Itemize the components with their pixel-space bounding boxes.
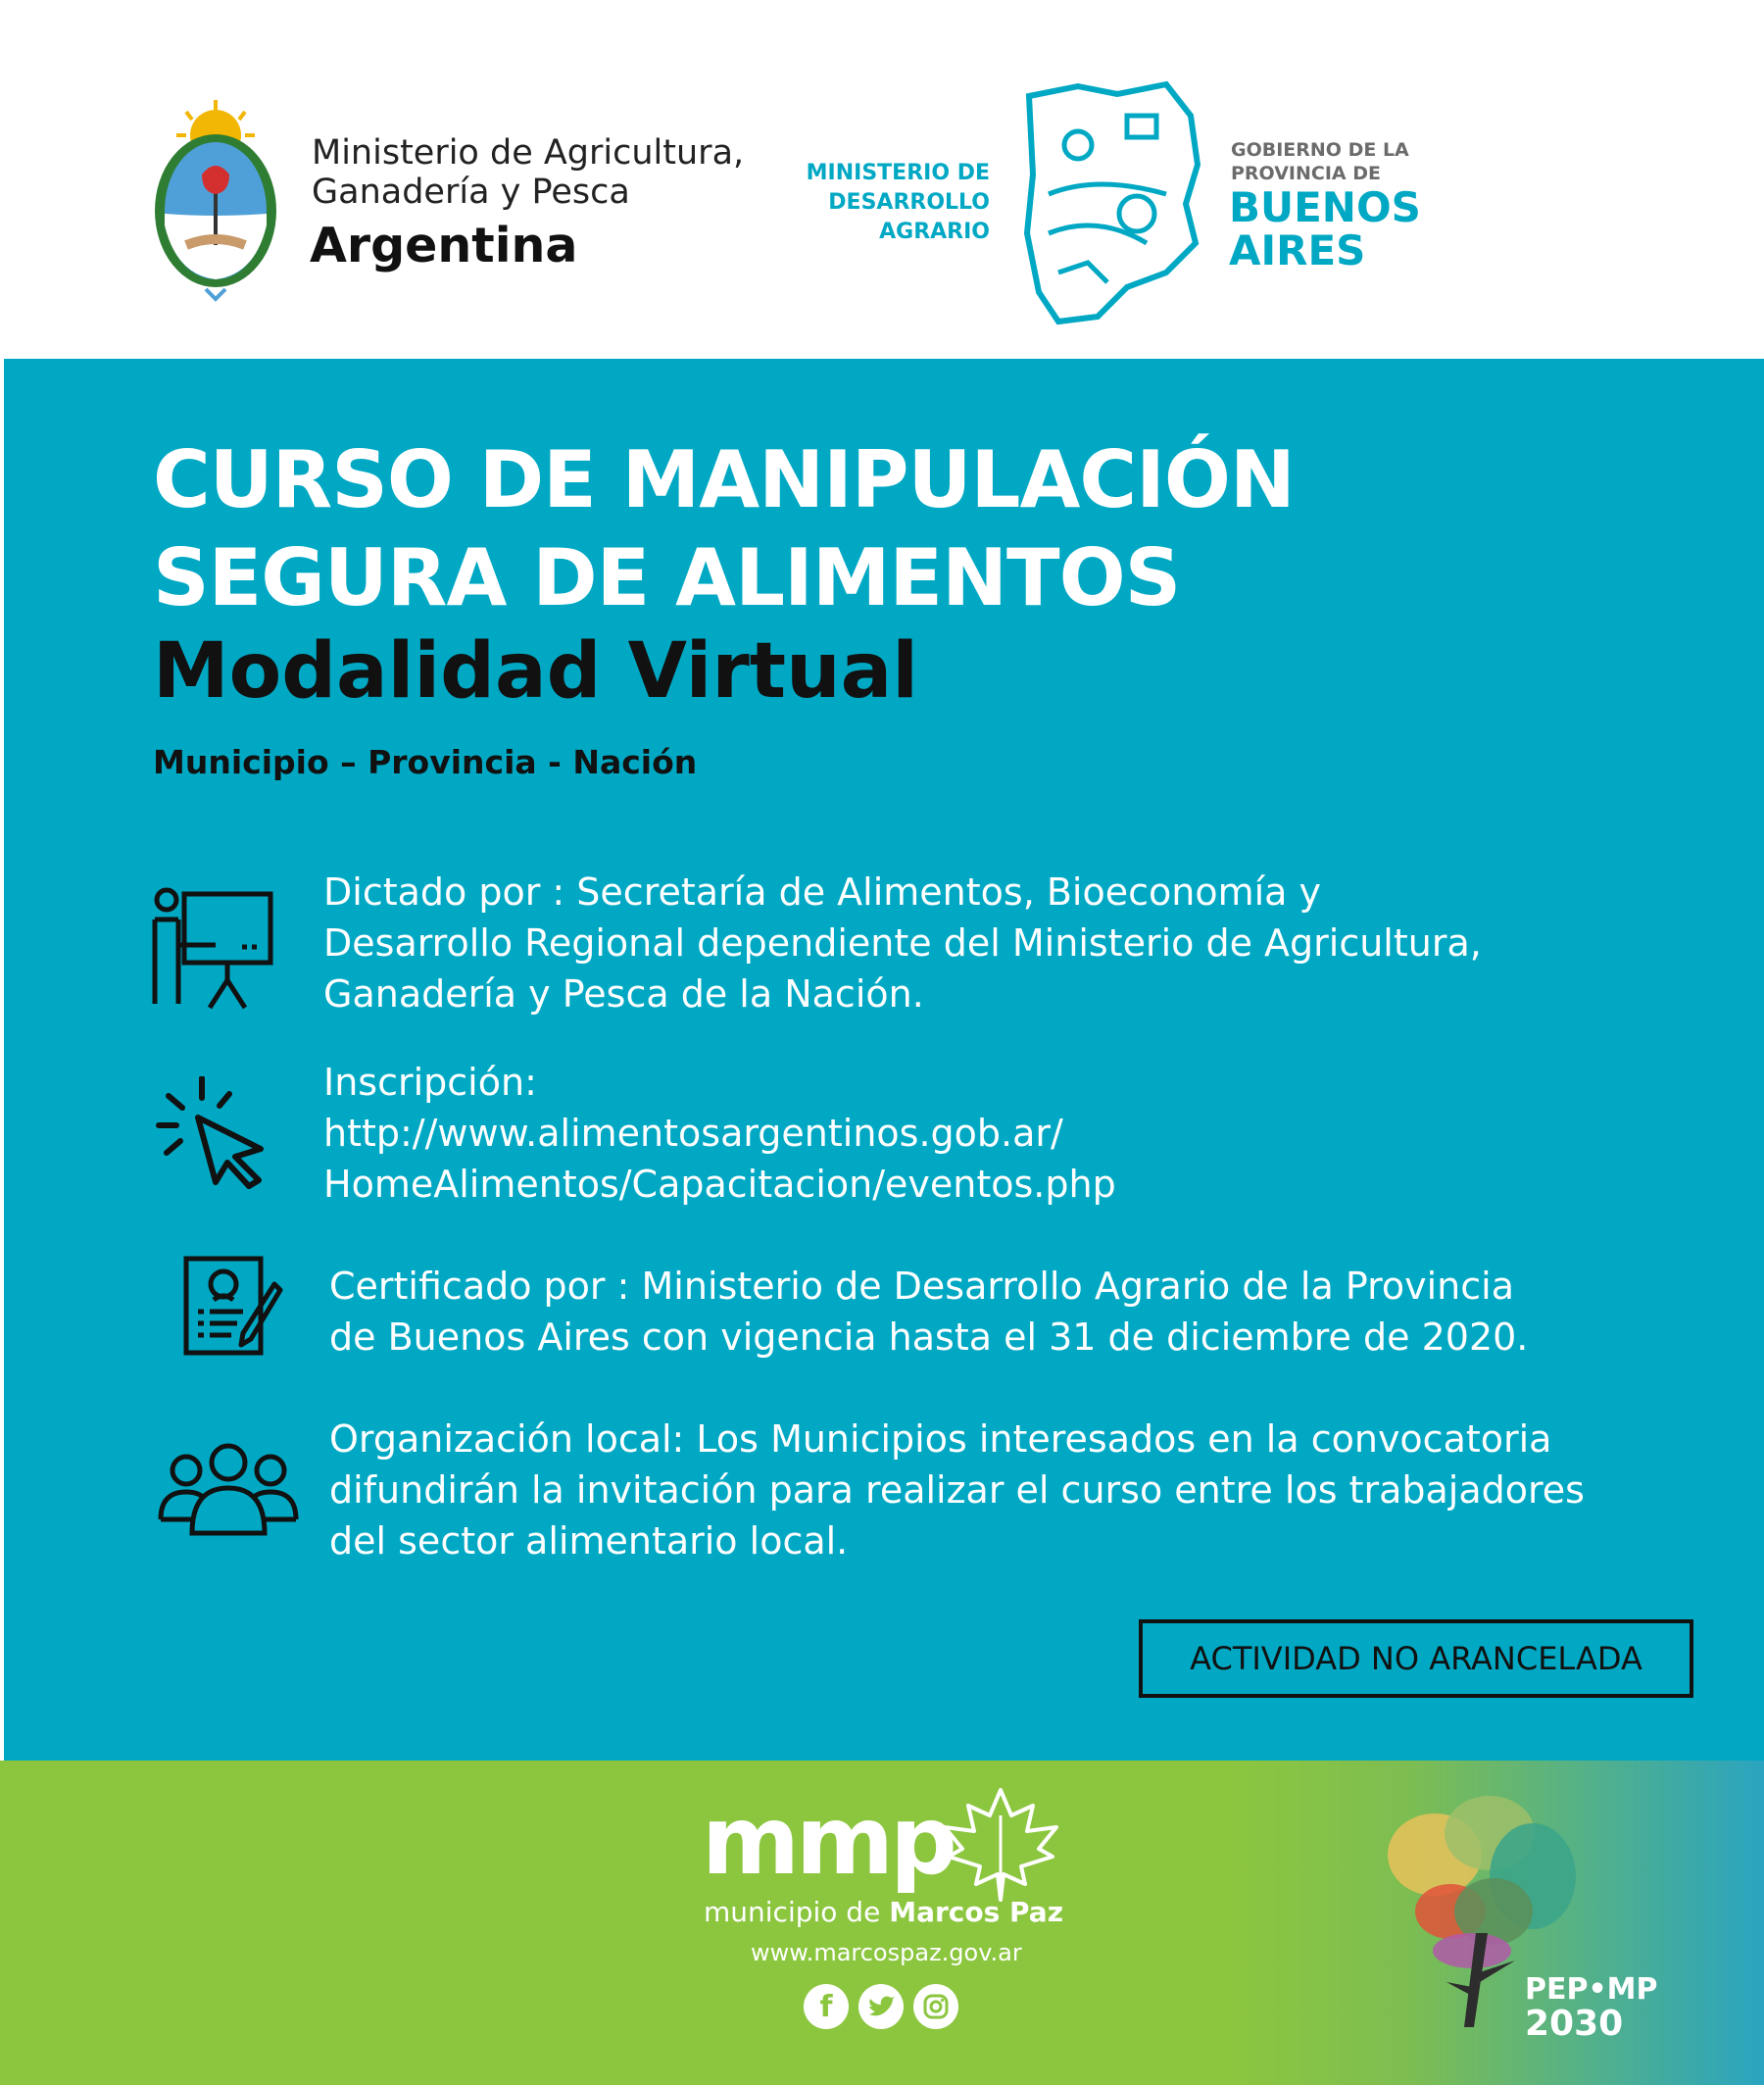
taught-by-text	[323, 867, 1482, 1019]
taught-by-line3: Ganadería y Pesca de la Nación.	[323, 972, 924, 1016]
registration-label: Inscripción:	[323, 1061, 537, 1104]
local-organization-line3: del sector alimentario local.	[329, 1519, 849, 1563]
ministry-name-line2: Ganadería y Pesca	[312, 173, 630, 212]
municipio-url[interactable]: www.marcospaz.gov.ar	[751, 1939, 1022, 1966]
registration-text	[323, 1057, 1116, 1210]
course-title-line1: CURSO DE MANIPULACIÓN	[153, 434, 1295, 525]
free-activity-badge: ACTIVIDAD NO ARANCELADA	[1139, 1619, 1693, 1698]
mda-line2: DESARROLLO	[828, 190, 990, 215]
local-organization-line1: Organización local: Los Municipios interesados en la convocatoria	[329, 1417, 1552, 1461]
certified-by-line1: Certificado por : Ministerio de Desarrollo Agrario de la Provincia	[329, 1265, 1515, 1308]
gob-line1: GOBIERNO DE LA	[1231, 139, 1409, 161]
local-organization-line2: difundirán la invitación para realizar el curso entre los trabajadores	[329, 1468, 1585, 1512]
ministry-name-line1: Ministerio de Agricultura,	[312, 133, 745, 173]
instagram-icon[interactable]	[913, 1984, 958, 2029]
registration-url-line2[interactable]: HomeAlimentos/Capacitacion/eventos.php	[323, 1163, 1116, 1206]
maple-leaf-icon	[939, 1786, 1062, 1904]
modality-subtitle: Modalidad Virtual	[153, 627, 918, 716]
taught-by-line1: Dictado por : Secretaría de Alimentos, Bioeconomía y	[323, 870, 1322, 914]
gob-line4: AIRES	[1229, 226, 1366, 274]
taught-by-line2: Desarrollo Regional dependiente del Ministerio de Agricultura,	[323, 921, 1482, 965]
certified-by-line2: de Buenos Aires con vigencia hasta el 31 de diciembre de 2020.	[329, 1316, 1529, 1359]
group-icon	[157, 1443, 300, 1537]
certificate-icon	[182, 1255, 284, 1359]
cursor-click-icon	[155, 1076, 272, 1189]
mda-line3: AGRARIO	[879, 220, 990, 244]
gob-line2: PROVINCIA DE	[1231, 163, 1381, 184]
local-organization-text	[329, 1414, 1585, 1566]
municipio-name: Marcos Paz	[889, 1896, 1063, 1928]
pep-year: 2030	[1525, 2004, 1624, 2044]
municipio-prefix: municipio de	[704, 1896, 890, 1928]
certified-by-text	[329, 1261, 1528, 1363]
course-title-line2: SEGURA DE ALIMENTOS	[153, 532, 1181, 623]
argentina-coat-of-arms-icon	[147, 98, 284, 304]
government-levels: Municipio – Provincia - Nación	[153, 743, 698, 781]
facebook-icon[interactable]: f	[804, 1984, 849, 2029]
ministry-country: Argentina	[310, 218, 578, 273]
pep-label: PEP•MP	[1525, 1972, 1658, 2007]
gob-line3: BUENOS	[1229, 183, 1421, 231]
registration-url-line1[interactable]: http://www.alimentosargentinos.gob.ar/	[323, 1112, 1063, 1155]
presentation-icon	[149, 886, 276, 1014]
mda-line1: MINISTERIO DE	[806, 161, 990, 185]
mda-label	[794, 159, 990, 247]
municipio-label	[704, 1896, 1063, 1928]
header	[0, 0, 1764, 359]
buenos-aires-map-icon	[1019, 76, 1205, 326]
mmp-logo: mmp	[702, 1786, 954, 1896]
twitter-icon[interactable]	[858, 1984, 904, 2029]
